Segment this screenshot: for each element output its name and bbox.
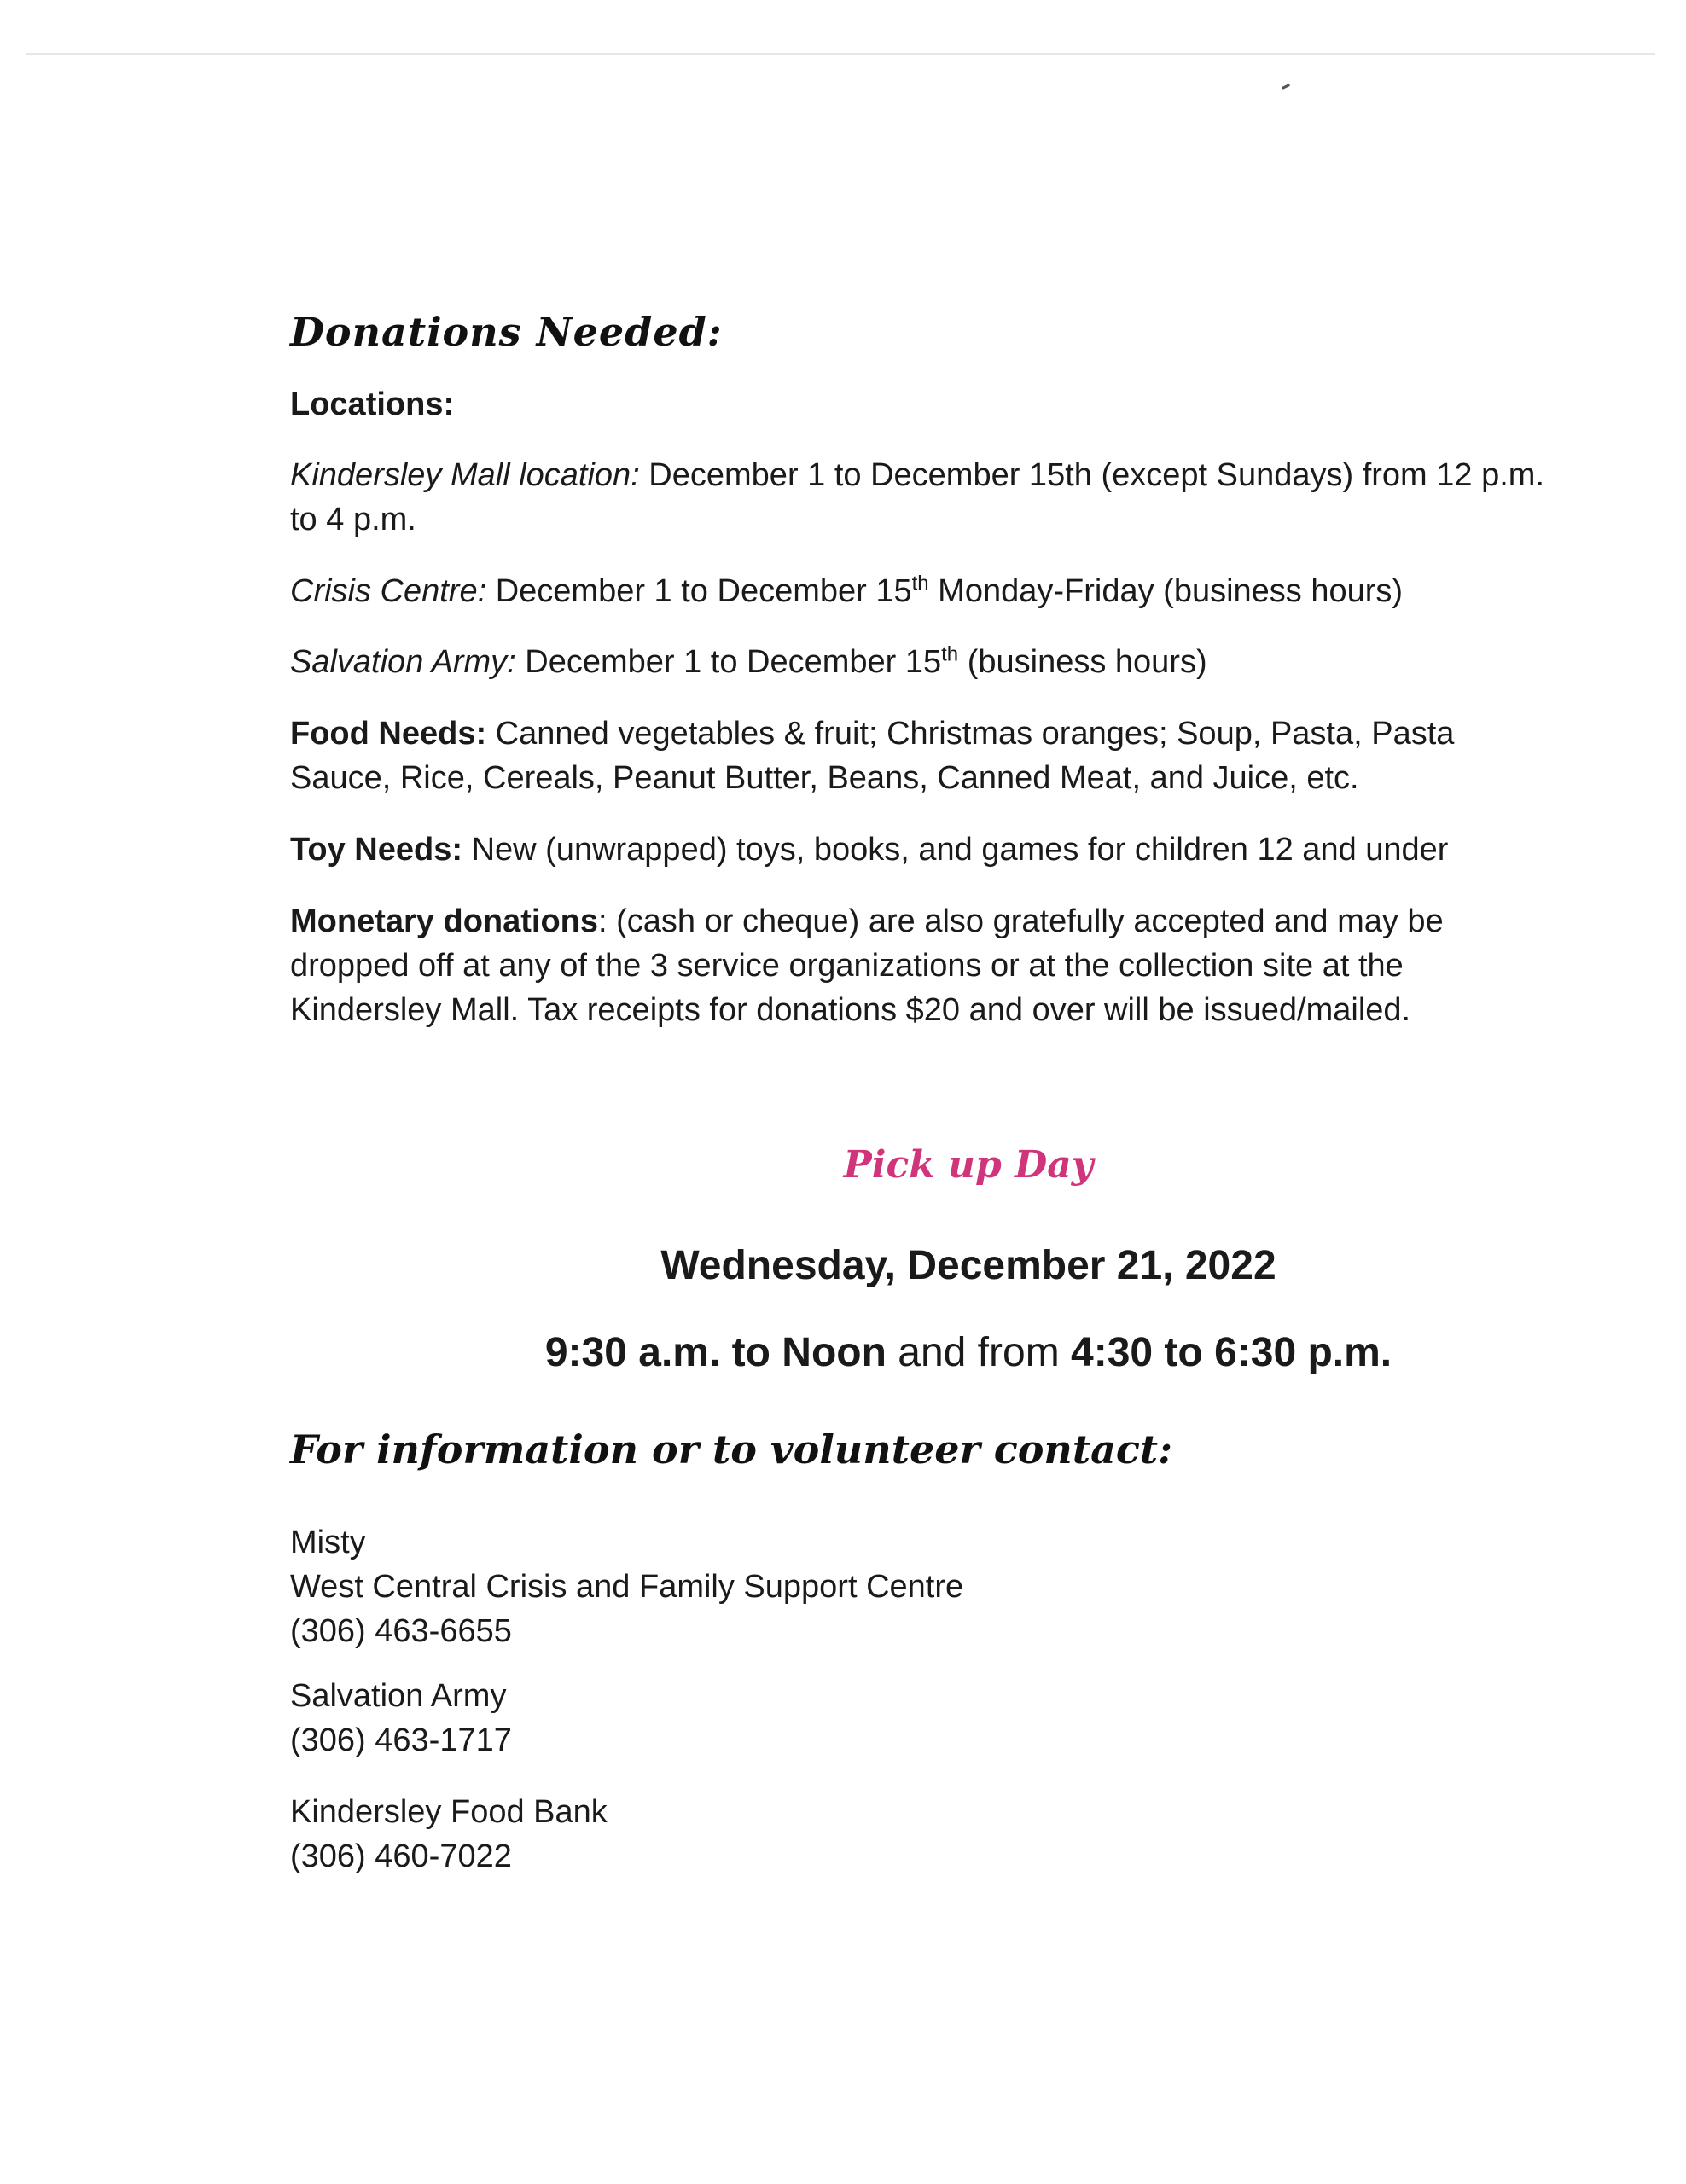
monetary-text-3: Kindersley Mall. Tax receipts for donations $20 and over will be issued/mailed. [290,992,1411,1028]
salvation-army-text-after: (business hours) [958,644,1207,680]
scan-speck [1282,84,1290,90]
contact-salvation-army [290,1674,512,1763]
pickup-time-evening: 4:30 to 6:30 p.m. [1071,1330,1392,1375]
pickup-time [290,1329,1570,1376]
contact-phone: (306) 463-1717 [290,1722,512,1758]
mall-location-text-2: to 4 p.m. [290,502,416,537]
contact-phone: (306) 460-7022 [290,1838,512,1874]
donations-heading: Donations Needed: [290,309,723,355]
crisis-centre-sup: th [911,572,929,595]
salvation-army-paragraph [290,640,1570,684]
toy-needs-label: Toy Needs: [290,832,463,868]
scan-edge-line [26,53,1655,55]
pickup-time-connector: and from [886,1330,1072,1375]
contact-organization: Salvation Army [290,1678,507,1714]
contact-phone: (306) 463-6655 [290,1613,512,1649]
food-needs-label: Food Needs: [290,716,487,752]
crisis-centre-text-after: Monday-Friday (business hours) [928,573,1404,609]
monetary-text-2: dropped off at any of the 3 service organizations or at the collection site at the [290,948,1404,984]
mall-location-text-1: December 1 to December 15th (except Sundays) from 12 p.m. [639,457,1545,493]
crisis-centre-paragraph [290,569,1570,613]
locations-label: Locations: [290,386,455,422]
food-needs-text-1: Canned vegetables & fruit; Christmas oranges; Soup, Pasta, Pasta [486,716,1455,752]
contact-name: Misty [290,1525,366,1560]
crisis-centre-label: Crisis Centre: [290,573,487,609]
crisis-centre-text: December 1 to December 15 [486,573,912,609]
salvation-army-label: Salvation Army: [290,644,516,680]
salvation-army-text: December 1 to December 15 [515,644,942,680]
contact-organization: Kindersley Food Bank [290,1794,608,1830]
contact-organization: West Central Crisis and Family Support Centre [290,1569,964,1605]
food-needs-text-2: Sauce, Rice, Cereals, Peanut Butter, Beans, Canned Meat, and Juice, etc. [290,760,1359,796]
pickup-date: Wednesday, December 21, 2022 [660,1243,1276,1288]
monetary-paragraph [290,899,1570,1032]
mall-location-label: Kindersley Mall location: [290,457,640,493]
salvation-army-sup: th [941,642,959,666]
monetary-label: Monetary donations [290,903,599,939]
toy-needs-text: New (unwrapped) toys, books, and games for children 12 and under [462,832,1449,868]
toy-needs-paragraph [290,828,1570,872]
food-needs-paragraph [290,712,1570,800]
contact-food-bank [290,1790,608,1879]
contact-crisis-centre [290,1520,963,1653]
monetary-text-1: : (cash or cheque) are also gratefully accepted and may be [598,903,1444,939]
contact-heading: For information or to volunteer contact: [290,1426,1173,1472]
pickup-time-morning: 9:30 a.m. to Noon [544,1330,887,1375]
pickup-day-heading: Pick up Day [843,1143,1094,1187]
mall-location-paragraph [290,453,1570,542]
